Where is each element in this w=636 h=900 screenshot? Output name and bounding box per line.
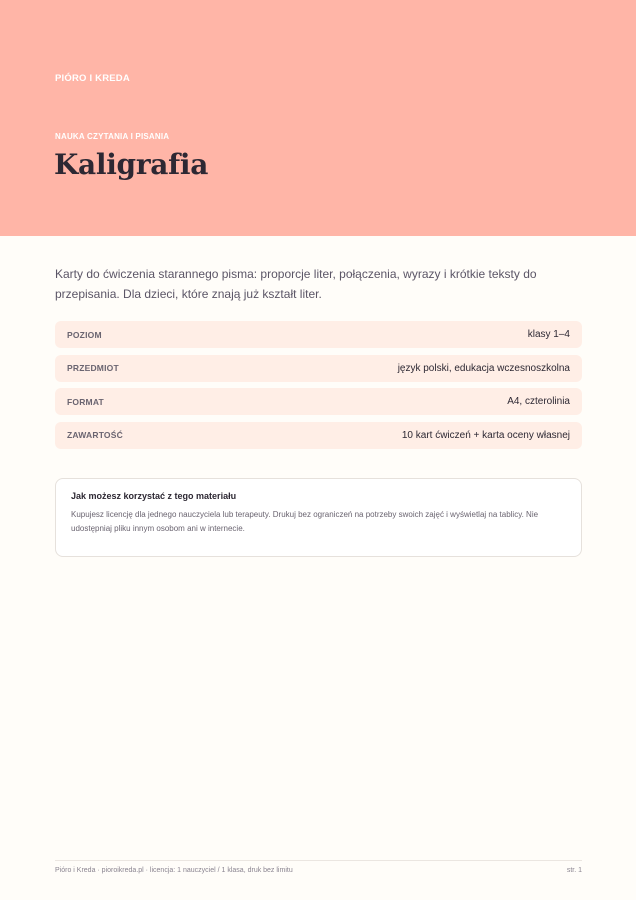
license-text: Kupujesz licencję dla jednego nauczyciela lub terapeuty. Drukuj bez ograniczeń na potrzeby swoich zajęć i wyświetlaj na tablicy. Nie udostępniaj pliku innym osobom ani w internecie. <box>71 510 539 533</box>
brand-name: PIÓRO I KREDA <box>55 73 130 84</box>
meta-value: język polski, edukacja wczesnoszkolna <box>397 362 570 374</box>
meta-label: ZAWARTOŚĆ <box>67 430 123 440</box>
meta-row-subject <box>55 355 582 382</box>
intro-paragraph: Karty do ćwiczenia starannego pisma: proporcje liter, połączenia, wyrazy i krótkie teksty do przepisania. Dla dzieci, które znają już kształt liter. <box>55 267 537 301</box>
meta-row-contents <box>55 422 582 449</box>
meta-row-format <box>55 388 582 415</box>
page-footer <box>55 860 582 874</box>
page-number: str. 1 <box>566 867 582 874</box>
license-title: Jak możesz korzystać z tego materiału <box>71 491 237 501</box>
page-title: Kaligrafia <box>54 148 209 181</box>
meta-label: FORMAT <box>67 396 104 407</box>
meta-value: A4, czterolinia <box>507 396 570 407</box>
meta-value: klasy 1–4 <box>527 329 570 340</box>
meta-value: 10 kart ćwiczeń + karta oceny własnej <box>401 429 570 441</box>
meta-row-level <box>55 321 582 348</box>
meta-label: POZIOM <box>67 329 102 340</box>
meta-label: PRZEDMIOT <box>67 363 119 373</box>
license-box <box>55 478 582 557</box>
meta-table <box>55 321 582 455</box>
footer-info: Pióro i Kreda · pioroikreda.pl · licencja: 1 nauczyciel / 1 klasa, druk bez limitu <box>55 867 293 874</box>
category-eyebrow: NAUKA CZYTANIA I PISANIA <box>55 132 170 141</box>
hero-banner <box>0 0 636 236</box>
